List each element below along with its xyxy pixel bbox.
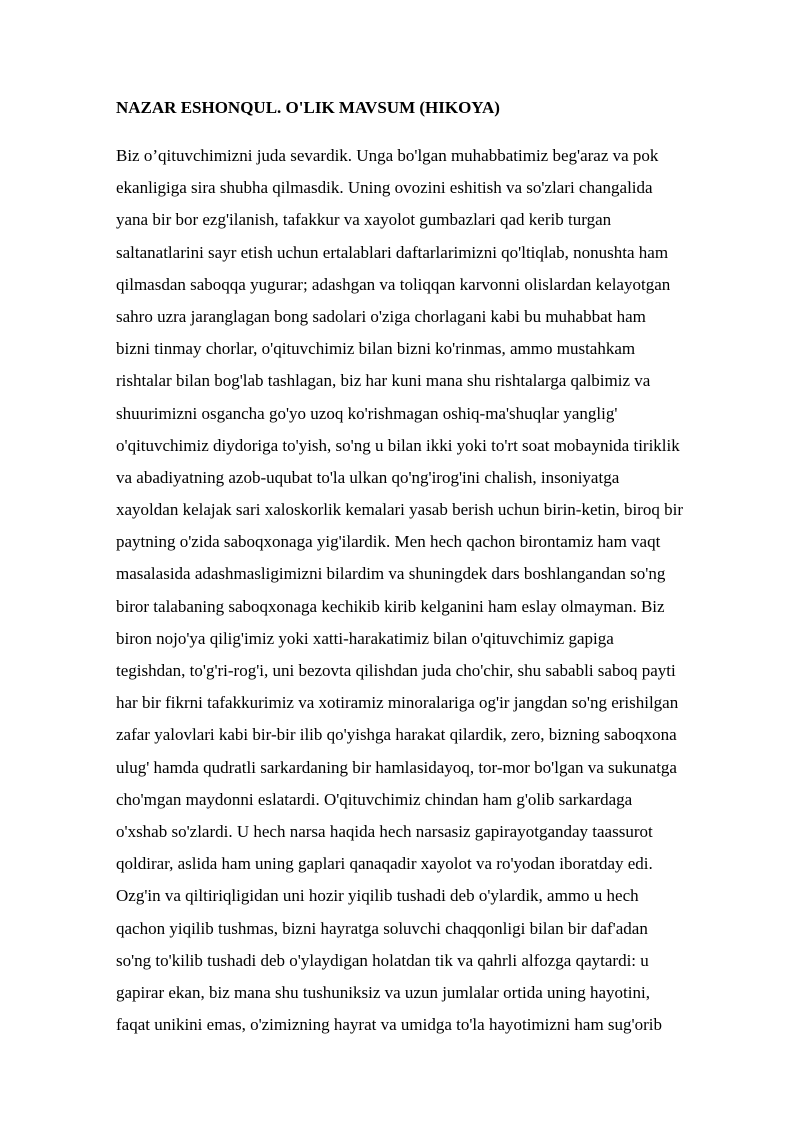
text-line: tegishdan, to'g'ri-rog'i, uni bezovta qilishdan juda cho'chir, shu sababli saboq payti [116, 661, 676, 680]
text-line: biron nojo'ya qilig'imiz yoki xatti-harakatimiz bilan o'qituvchimiz gapiga [116, 628, 614, 648]
text-line: va abadiyatning azob-uqubat to'la ulkan qo'ng'irog'ini chalish, insoniyatga [116, 467, 620, 487]
text-line: zafar yalovlari kabi bir-bir ilib qo'yishga harakat qilardik, zero, bizning saboqxona [116, 725, 677, 745]
text-line: ekanligiga sira shubha qilmasdik. Uning ovozini eshitish va so'zlari changalida [116, 178, 653, 198]
text-line: shuurimizni osgancha go'yo uzoq ko'rishmagan oshiq-ma'shuqlar yanglig' [116, 403, 618, 423]
text-line: Biz o’qituvchimizni juda sevardik. Unga bo'lgan muhabbatimiz beg'araz va pok [116, 146, 659, 165]
text-line: xayoldan kelajak sari xaloskorlik kemalari yasab berish uchun birin-ketin, biroq bir [116, 500, 683, 520]
text-line: bizni tinmay chorlar, o'qituvchimiz bilan bizni ko'rinmas, ammo mustahkam [116, 339, 636, 359]
text-line: saltanatlarini sayr etish uchun ertalablari daftarlarimizni qo'ltiqlab, nonushta ham [116, 242, 669, 262]
text-line: gapirar ekan, biz mana shu tushuniksiz va uzun jumlalar ortida uning hayotini, [116, 982, 650, 1002]
text-line: qilmasdan saboqqa yugurar; adashgan va toliqqan karvonni olislardan kelayotgan [116, 274, 671, 294]
text-line: ulug' hamda qudratli sarkardaning bir hamlasidayoq, tor-mor bo'lgan va sukunatga [116, 757, 677, 777]
text-line: biror talabaning saboqxonaga kechikib kirib kelganini ham eslay olmayman. Biz [116, 596, 665, 616]
text-line: o'xshab so'zlardi. U hech narsa haqida hech narsasiz gapirayotganday taassurot [116, 821, 653, 841]
text-line: paytning o'zida saboqxonaga yig'ilardik. Men hech qachon birontamiz ham vaqt [116, 532, 661, 552]
text-line: qachon yiqilib tushmas, bizni hayratga soluvchi chaqqonligi bilan bir daf'adan [116, 918, 648, 938]
text-line: yana bir bor ezg'ilanish, tafakkur va xayolot gumbazlari qad kerib turgan [116, 210, 612, 230]
text-line: har bir fikrni tafakkurimiz va xotiramiz minoralariga og'ir jangdan so'ng erishilgan [116, 693, 679, 713]
text-line: Ozg'in va qiltiriqligidan uni hozir yiqilib tushadi deb o'ylardik, ammo u hech [116, 886, 639, 906]
text-line: qoldirar, aslida ham uning gaplari qanaqadir xayolot va ro'yodan iboratday edi. [116, 854, 653, 874]
body-paragraph [116, 145, 756, 1046]
text-line: masalasida adashmasligimizni bilardim va shuningdek dars boshlangandan so'ng [116, 564, 666, 584]
text-line: faqat unikini emas, o'zimizning hayrat va umidga to'la hayotimizni ham sug'orib [116, 1015, 662, 1035]
text-line: so'ng to'kilib tushadi deb o'ylaydigan holatdan tik va qahrli alfozga qaytardi: u [116, 950, 649, 970]
document-title: NAZAR ESHONQUL. O'LIK MAVSUM (HIKOYA) [116, 98, 500, 117]
text-line: rishtalar bilan bog'lab tashlagan, biz har kuni mana shu rishtalarga qalbimiz va [116, 371, 651, 391]
text-line: sahro uzra jaranglagan bong sadolari o'ziga chorlagani kabi bu muhabbat ham [116, 306, 646, 326]
text-line: cho'mgan maydonni eslatardi. O'qituvchimiz chindan ham g'olib sarkardaga [116, 789, 633, 809]
text-line: o'qituvchimiz diydoriga to'yish, so'ng u bilan ikki yoki to'rt soat mobaynida tiriklik [116, 435, 680, 455]
